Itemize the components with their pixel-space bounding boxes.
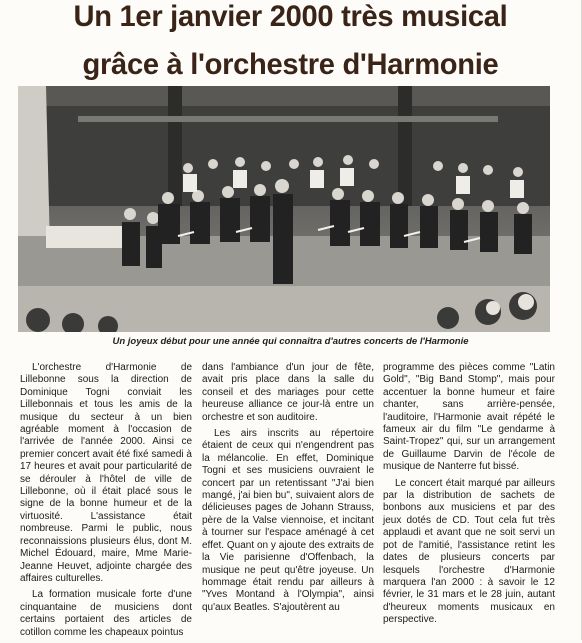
photo-caption: Un joyeux début pour une année qui connaîtra d'autres concerts de l'Harmonie: [112, 336, 469, 347]
orchestra-photo-illustration: [18, 86, 550, 332]
article-column-3: [383, 362, 555, 631]
headline-line-1: Un 1er janvier 2000 très musical: [73, 0, 508, 33]
headline-line-2: grâce à l'orchestre d'Harmonie: [82, 48, 499, 81]
paragraph: dans l'ambiance d'un jour de fête, avait pris place dans la salle du conseil et des mariages pour cette heureuse alliance ce jour-là entre un orchestre et son auditoire.: [202, 362, 374, 423]
orchestra-photo: [18, 86, 550, 332]
paragraph: La formation musicale forte d'une cinquantaine de musiciens dont certains portaient des articles de cotillon comme les chapeaux pointus: [20, 589, 192, 638]
paragraph: programme des pièces comme "Latin Gold", "Big Band Stomp", mais pour accentuer la bonne humeur et faire chanter, sans arrière-pensée, l'auditoire, l'Harmonie avait répété le fameux air du film "Le gendarme à Saint-Tropez" qui, sur un arrangement de Guillaume Darvin de l'école de musique de Nanterre fut bissé.: [383, 362, 555, 473]
article-column-2: [202, 362, 374, 618]
article-column-1: [20, 362, 192, 643]
paragraph: Les airs inscrits au répertoire étaient de ceux qui n'engendrent pas la mélancolie. En effet, Dominique Togni et ses musiciens ouvraient le concert par un retentissant "J'ai bien mangé, j'ai bien bu", suivaient alors de délicieuses pages de Johann Strauss, père de la Valse viennoise, et incitant à tourner sur l'espace aménagé à cet effet. Quant on y ajoute des extraits de la Vie parisienne d'Offenbach, la musique ne peut qu'être joyeuse. Un hommage était rendu par ailleurs à "Yves Montand à l'Olympia", ainsi qu'aux Beatles. S'ajoutèrent au: [202, 428, 374, 613]
paragraph: L'orchestre d'Harmonie de Lillebonne sous la direction de Dominique Togni conviait les Lillebonnais et tous les amis de la musique du secteur à un bien agréable moment à l'occasion de l'arrivée de l'année 2000. Ainsi ce premier concert avait été fixé samedi à 17 heures et avait pour particularité de se dérouler à l'hôtel de ville de Lillebonne, où il était placé sous le signe de la bonne humeur et de la virtuosité. L'assistance était nombreuse. Parmi le public, nous reconnaissions plusieurs élus, dont M. Michel Édouard, maire, Mme Marie-Jeanne Heuvet, adjointe chargée des affaires culturelles.: [20, 362, 192, 584]
paragraph: Le concert était marqué par ailleurs par la distribution de sachets de bonbons aux musiciens et par des jeux dotés de CD. Tout cela fut très applaudi et avant que ne soit servi un pot de l'amitié, l'assistance retint les dates de plusieurs concerts par lesquels l'orchestre d'Harmonie marquera l'an 2000 : à savoir le 12 février, le 31 mars et le 28 juin, autant d'heureux moments musicaux en perspective.: [383, 477, 555, 626]
